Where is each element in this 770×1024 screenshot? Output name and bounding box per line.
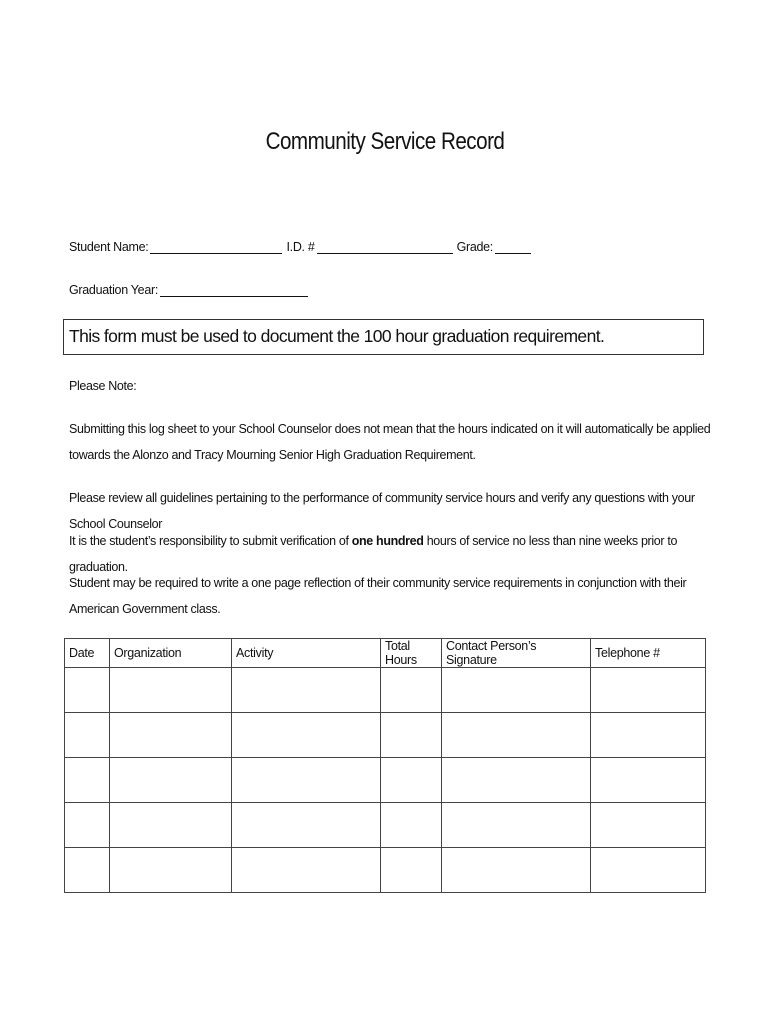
table-header-row [65, 639, 706, 668]
note-paragraph-4: Student may be required to write a one page reflection of their community service requirements in conjunction with their American Government class. [69, 576, 687, 616]
grade-label: Grade: [456, 240, 493, 254]
cell-contact-signature[interactable] [442, 758, 591, 803]
header-contact-signature: Contact Person’s Signature [442, 639, 591, 668]
cell-telephone[interactable] [591, 713, 706, 758]
student-name-label: Student Name: [69, 240, 149, 254]
cell-organization[interactable] [110, 668, 232, 713]
cell-organization[interactable] [110, 803, 232, 848]
graduation-year-label: Graduation Year: [69, 283, 159, 297]
id-label: I.D. # [286, 240, 315, 254]
cell-date[interactable] [65, 803, 110, 848]
student-info-row [69, 240, 535, 254]
cell-organization[interactable] [110, 758, 232, 803]
student-name-field[interactable] [150, 240, 282, 254]
table-row [65, 803, 706, 848]
cell-organization[interactable] [110, 848, 232, 893]
cell-date[interactable] [65, 713, 110, 758]
header-date: Date [65, 639, 110, 668]
cell-telephone[interactable] [591, 758, 706, 803]
header-organization: Organization [110, 639, 232, 668]
grade-field[interactable] [495, 240, 531, 254]
graduation-year-field[interactable] [160, 283, 308, 297]
cell-activity[interactable] [232, 803, 381, 848]
requirement-notice: This form must be used to document the 100 hour graduation requirement. [63, 319, 704, 355]
cell-telephone[interactable] [591, 848, 706, 893]
header-telephone: Telephone # [591, 639, 706, 668]
cell-telephone[interactable] [591, 803, 706, 848]
cell-total-hours[interactable] [381, 803, 442, 848]
cell-activity[interactable] [232, 668, 381, 713]
cell-contact-signature[interactable] [442, 668, 591, 713]
please-note-label: Please Note: [69, 379, 137, 393]
cell-activity[interactable] [232, 848, 381, 893]
graduation-year-row [69, 283, 312, 297]
table-row [65, 848, 706, 893]
cell-total-hours[interactable] [381, 668, 442, 713]
table-row [65, 713, 706, 758]
cell-total-hours[interactable] [381, 713, 442, 758]
cell-date[interactable] [65, 668, 110, 713]
cell-total-hours[interactable] [381, 758, 442, 803]
cell-activity[interactable] [232, 713, 381, 758]
note-paragraph-3-start: It is the student’s responsibility to submit verification of [69, 534, 352, 548]
cell-total-hours[interactable] [381, 848, 442, 893]
cell-date[interactable] [65, 758, 110, 803]
service-log-table [64, 638, 706, 893]
table-row [65, 758, 706, 803]
cell-date[interactable] [65, 848, 110, 893]
cell-activity[interactable] [232, 758, 381, 803]
id-field[interactable] [317, 240, 453, 254]
cell-organization[interactable] [110, 713, 232, 758]
cell-contact-signature[interactable] [442, 848, 591, 893]
cell-contact-signature[interactable] [442, 713, 591, 758]
table-row [65, 668, 706, 713]
header-total-hours: Total Hours [381, 639, 442, 668]
note-paragraph-1: Submitting this log sheet to your School Counselor does not mean that the hours indicated on it will automatically be applied towards the Alonzo and Tracy Mourning Senior High Graduation Requirement. [69, 422, 711, 462]
note-paragraph-3-emphasis: one hundred [351, 534, 424, 548]
note-paragraph-2: Please review all guidelines pertaining to the performance of community service hours and verify any questions with your School Counselor [69, 491, 695, 531]
page-title: Community Service Record [265, 128, 505, 155]
cell-contact-signature[interactable] [442, 803, 591, 848]
cell-telephone[interactable] [591, 668, 706, 713]
note-paragraph-3-end: hours of service no less than nine weeks prior to graduation. [69, 534, 678, 574]
header-activity: Activity [232, 639, 381, 668]
